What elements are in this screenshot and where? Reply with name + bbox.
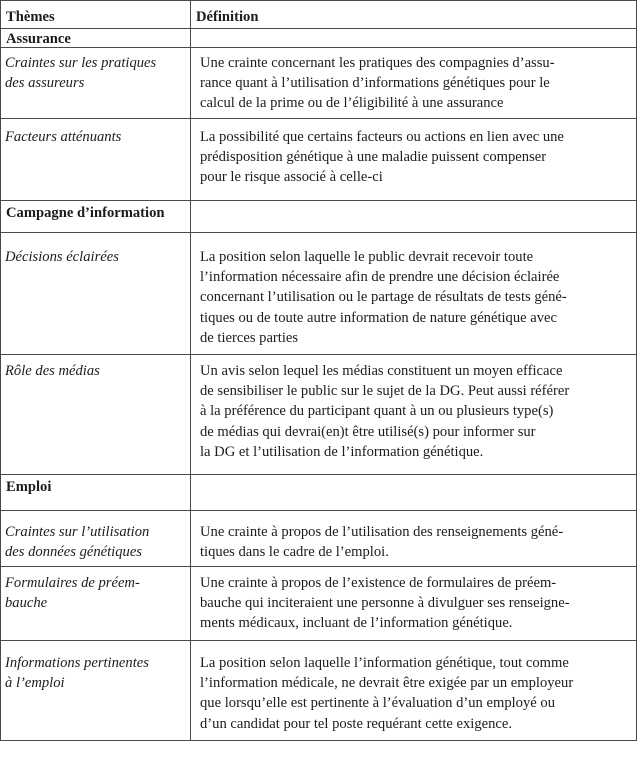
definition-line: La possibilité que certains facteurs ou actions en lien avec une	[200, 129, 564, 145]
definition-line: Une crainte à propos de l’existence de formulaires de préem-	[200, 575, 557, 591]
definition-cell	[191, 641, 637, 741]
table-row	[1, 233, 637, 355]
definition-line: de tierces parties	[200, 329, 299, 346]
section-row-campagne	[1, 201, 637, 233]
table-row	[1, 355, 637, 475]
definition-line: tiques dans le cadre de l’emploi.	[200, 544, 389, 561]
definition-cell	[191, 233, 637, 355]
definition-line: bauche qui inciteraient une personne à divulguer ses renseigne-	[200, 595, 570, 612]
theme-line: bauche	[5, 595, 48, 612]
section-row-emploi	[1, 475, 637, 511]
theme-cell	[1, 233, 191, 355]
theme-line: Craintes sur l’utilisation	[5, 524, 150, 540]
theme-line: Craintes sur les pratiques	[5, 55, 157, 71]
section-empty-cell	[191, 201, 637, 233]
theme-line: des assureurs	[5, 75, 85, 92]
definition-line: rance quant à l’utilisation d’informations génétiques pour le	[200, 75, 550, 92]
definition-line: Un avis selon lequel les médias constituent un moyen efficace	[200, 363, 563, 379]
definition-cell	[191, 119, 637, 201]
definition-line: la DG et l’utilisation de l’information génétique.	[200, 443, 484, 460]
definition-line: pour le risque associé à celle-ci	[200, 169, 383, 186]
section-row-assurance	[1, 29, 637, 48]
header-definition: Définition	[191, 1, 637, 29]
definition-cell	[191, 511, 637, 567]
definition-line: tiques ou de toute autre information de nature génétique avec	[200, 309, 558, 326]
definition-line: calcul de la prime ou de l’éligibilité à une assurance	[200, 95, 504, 112]
table-row	[1, 511, 637, 567]
theme-cell	[1, 511, 191, 567]
definition-line: de sensibiliser le public sur le sujet de la DG. Peut aussi référer	[200, 383, 570, 400]
theme-line: Informations pertinentes	[5, 655, 149, 671]
theme-cell	[1, 48, 191, 119]
theme-line: Formulaires de préem-	[5, 575, 140, 591]
definition-line: Une crainte à propos de l’utilisation des renseignements géné-	[200, 524, 564, 540]
definition-line: ments médicaux, incluant de l’information génétique.	[200, 615, 513, 632]
definition-line: à la préférence du participant quant à un ou plusieurs type(s)	[200, 403, 554, 420]
definition-line: l’information médicale, ne devrait être exigée par un employeur	[200, 675, 574, 692]
theme-cell	[1, 641, 191, 741]
section-title: Emploi	[1, 475, 191, 511]
definition-line: que lorsqu’elle est pertinente à l’évaluation d’un employé ou	[200, 695, 555, 712]
theme-line: des données génétiques	[5, 544, 142, 561]
definition-line: prédisposition génétique à une maladie puissent compenser	[200, 149, 547, 166]
theme-line: à l’emploi	[5, 675, 65, 692]
section-empty-cell	[191, 475, 637, 511]
table-row	[1, 119, 637, 201]
definition-cell	[191, 567, 637, 641]
header-themes: Thèmes	[1, 1, 191, 29]
table-row	[1, 567, 637, 641]
table-row	[1, 641, 637, 741]
theme-cell	[1, 119, 191, 201]
theme-cell	[1, 355, 191, 475]
section-empty-cell	[191, 29, 637, 48]
theme-line: Rôle des médias	[5, 363, 100, 379]
section-title: Campagne d’information	[1, 201, 191, 233]
definition-line: d’un candidat pour tel poste requérant cette exigence.	[200, 715, 513, 732]
table-header-row	[1, 1, 637, 29]
definition-cell	[191, 355, 637, 475]
definition-line: l’information nécessaire afin de prendre une décision éclairée	[200, 269, 560, 286]
section-title: Assurance	[1, 29, 191, 48]
definition-line: de médias qui devrai(en)t être utilisé(s) pour informer sur	[200, 423, 536, 440]
theme-line: Décisions éclairées	[5, 249, 119, 265]
definition-line: Une crainte concernant les pratiques des compagnies d’assu-	[200, 55, 555, 71]
theme-line: Facteurs atténuants	[5, 129, 122, 145]
table-row	[1, 48, 637, 119]
definition-line: concernant l’utilisation ou le partage de résultats de tests géné-	[200, 289, 567, 306]
theme-cell	[1, 567, 191, 641]
definition-cell	[191, 48, 637, 119]
definition-line: La position selon laquelle l’information génétique, tout comme	[200, 655, 569, 671]
definition-line: La position selon laquelle le public devrait recevoir toute	[200, 249, 534, 265]
